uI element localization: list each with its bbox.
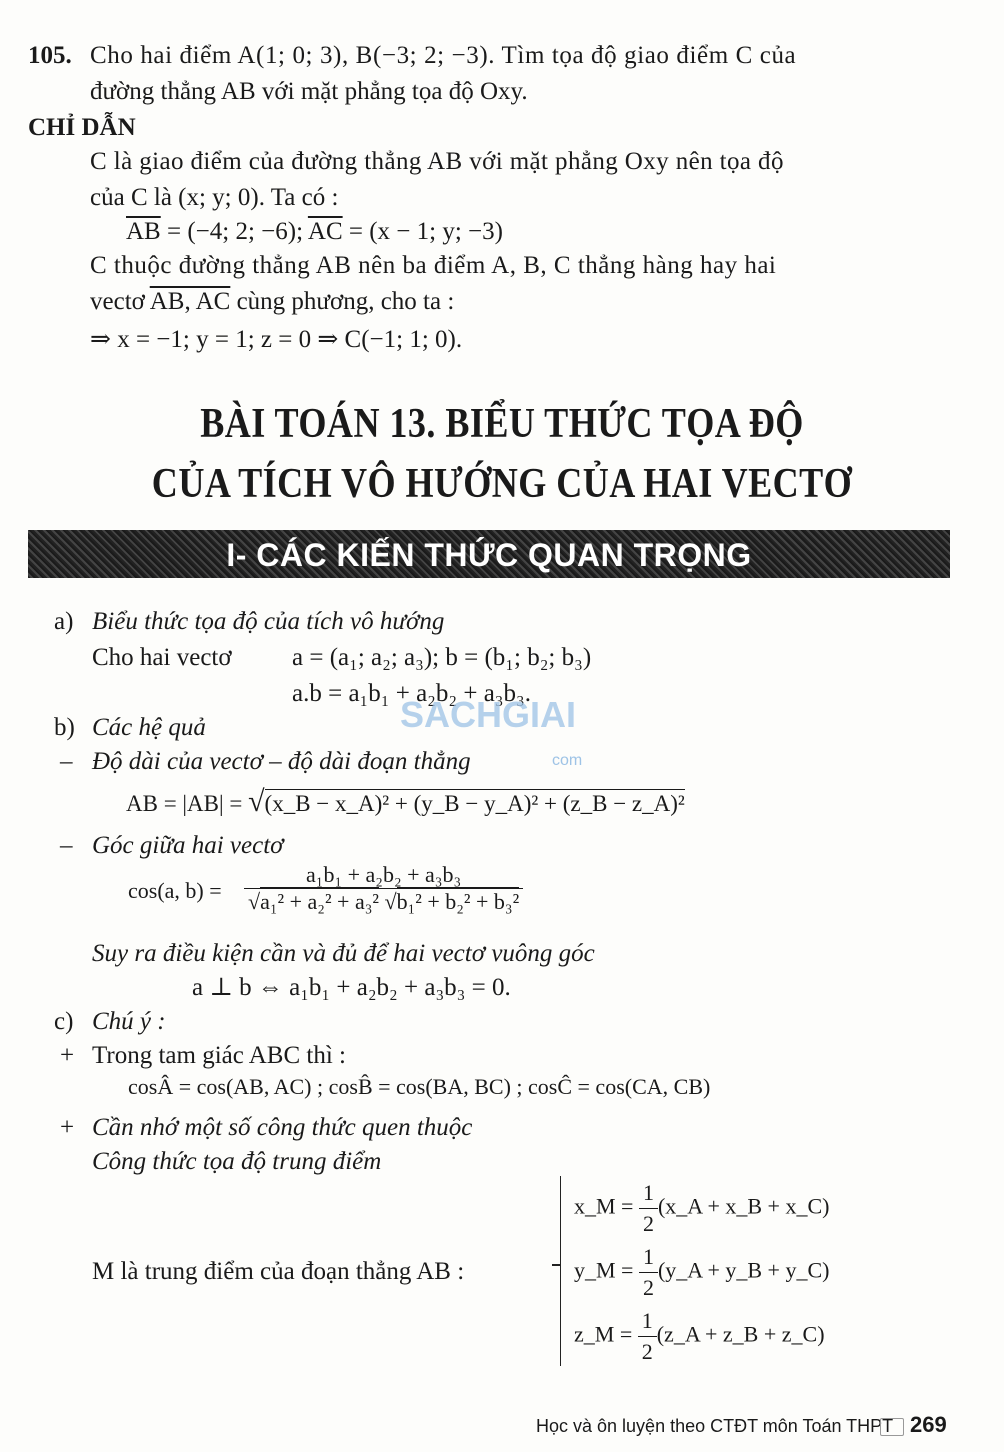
cos-fraction xyxy=(244,862,523,915)
hint-line-1: C là giao điểm của đường thẳng AB với mặt phẳng Oxy nên tọa độ xyxy=(90,148,784,175)
a-line-1-prefix: Cho hai vectơ xyxy=(92,644,232,671)
watermark-domain: com xyxy=(552,752,583,769)
half-den: 2 xyxy=(642,1275,654,1300)
hint4-vectors: AB, AC xyxy=(149,288,231,315)
hint-line-4 xyxy=(90,286,454,318)
vector-ab-value: = (−4; 2; −6); xyxy=(160,218,308,245)
half-den: 2 xyxy=(641,1339,653,1364)
length-formula-left: AB = |AB| = xyxy=(126,791,243,816)
cos-numerator: a₁b₁ + a₂b₂ + a₃b₃ xyxy=(244,862,523,889)
mid-x-half xyxy=(639,1178,658,1239)
remember-title: Cần nhớ một số công thức quen thuộc xyxy=(92,1114,473,1141)
dash-2: – xyxy=(60,832,73,859)
footer-book-icon xyxy=(880,1418,904,1436)
length-formula xyxy=(126,786,685,820)
angle-title: Góc giữa hai vectơ xyxy=(92,832,284,859)
section-banner-text: I- CÁC KIẾN THỨC QUAN TRỌNG xyxy=(226,537,752,573)
half-num: 1 xyxy=(638,1306,657,1337)
problem-line-2: đường thẳng AB với mặt phẳng tọa độ Oxy. xyxy=(90,78,528,105)
perp-title: Suy ra điều kiện cần và đủ để hai vectơ vuông góc xyxy=(92,940,595,967)
section-title-line-1: BÀI TOÁN 13. BIỂU THỨC TỌA ĐỘ xyxy=(200,401,804,447)
vector-ab: $\overline{AB}$ xyxy=(126,218,161,245)
problem-line-1: Cho hai điểm A(1; 0; 3), B(−3; 2; −3). Tìm tọa độ giao điểm C của xyxy=(90,42,797,69)
cos-den-left: a₁² + a₂² + a₃² xyxy=(260,889,379,914)
midpoint-title: Công thức tọa độ trung điểm xyxy=(92,1148,382,1175)
mid-z-left: z_M = xyxy=(574,1321,633,1347)
footer-text: Học và ôn luyện theo CTĐT môn Toán THPT xyxy=(536,1416,894,1436)
problem-result: ⇒ x = −1; y = 1; z = 0 ⇒ C(−1; 1; 0). xyxy=(90,326,463,353)
section-title-line-2: CỦA TÍCH VÔ HƯỚNG CỦA HAI VECTƠ xyxy=(151,461,853,507)
label-c: c) xyxy=(54,1008,74,1035)
mid-x-right: (x_A + x_B + x_C) xyxy=(657,1193,830,1219)
plus-1: + xyxy=(60,1042,75,1069)
half-den: 2 xyxy=(642,1211,654,1236)
sqrt-sign: √ xyxy=(248,785,265,818)
hint4-prefix: vectơ xyxy=(90,288,150,315)
watermark-logo: SACHGIAI xyxy=(400,694,577,735)
vector-ac: $\overline{AC}$ xyxy=(307,218,343,245)
midpoint-text: M là trung điểm của đoạn thẳng AB : xyxy=(92,1258,465,1285)
mid-x-row xyxy=(574,1178,829,1239)
triangle-formula: cosÂ = cos(AB, AC) ; cosB̂ = cos(BA, BC) ; cosĈ = cos(CA, CB) xyxy=(128,1074,711,1099)
vector-coords-line xyxy=(126,216,503,248)
hint-line-3: C thuộc đường thẳng AB nên ba điểm A, B, C thẳng hàng hay hai xyxy=(90,252,777,279)
mid-y-left: y_M = xyxy=(574,1257,634,1283)
b-title: Các hệ quả xyxy=(92,714,206,741)
mid-z-row xyxy=(574,1306,825,1367)
hint-heading: CHỈ DẪN xyxy=(28,114,136,141)
problem-number: 105. xyxy=(28,42,72,69)
vector-ac-value: = (x − 1; y; −3) xyxy=(342,218,503,245)
half-num: 1 xyxy=(639,1178,658,1209)
mid-z-right: (z_A + z_B + z_C) xyxy=(656,1321,825,1347)
cos-denominator: √a₁² + a₂² + a₃² √b₁² + b₂² + b₃² xyxy=(248,889,520,914)
label-b: b) xyxy=(54,714,75,741)
length-title: Độ dài của vectơ – độ dài đoạn thẳng xyxy=(92,748,471,775)
a-line-2: a.b = a₁b₁ + a₂b₂ + a₃b₃. xyxy=(292,680,531,707)
cos-formula-left: cos(a, b) = xyxy=(128,878,222,903)
cos-frac xyxy=(244,862,523,915)
system-brace xyxy=(560,1176,563,1366)
triangle-title: Trong tam giác ABC thì : xyxy=(92,1042,346,1069)
c-title: Chú ý : xyxy=(92,1008,166,1035)
dash-1: – xyxy=(60,748,73,775)
a-title: Biểu thức tọa độ của tích vô hướng xyxy=(92,608,445,635)
mid-x-left: x_M = xyxy=(574,1193,634,1219)
hint4-suffix: cùng phương, cho ta : xyxy=(230,288,455,315)
length-formula-root: (x_B − x_A)² + (y_B − y_A)² + (z_B − z_A)² xyxy=(264,791,685,816)
hint-line-2: của C là (x; y; 0). Ta có : xyxy=(90,184,339,211)
perp-formula: a ⊥ b ⇔ a₁b₁ + a₂b₂ + a₃b₃ = 0. xyxy=(192,974,511,1001)
mid-z-half xyxy=(638,1306,657,1367)
half-num: 1 xyxy=(639,1242,658,1273)
label-a: a) xyxy=(54,608,74,635)
cos-den-right: b₁² + b₂² + b₃² xyxy=(396,889,520,914)
plus-2: + xyxy=(60,1114,75,1141)
mid-y-half xyxy=(639,1242,658,1303)
a-line-1: a = (a₁; a₂; a₃); b = (b₁; b₂; b₃) xyxy=(292,644,592,671)
mid-y-right: (y_A + y_B + y_C) xyxy=(657,1257,830,1283)
system-brace-tip xyxy=(552,1264,560,1266)
section-banner xyxy=(28,530,950,578)
mid-y-row xyxy=(574,1242,829,1303)
page-number: 269 xyxy=(910,1412,947,1437)
